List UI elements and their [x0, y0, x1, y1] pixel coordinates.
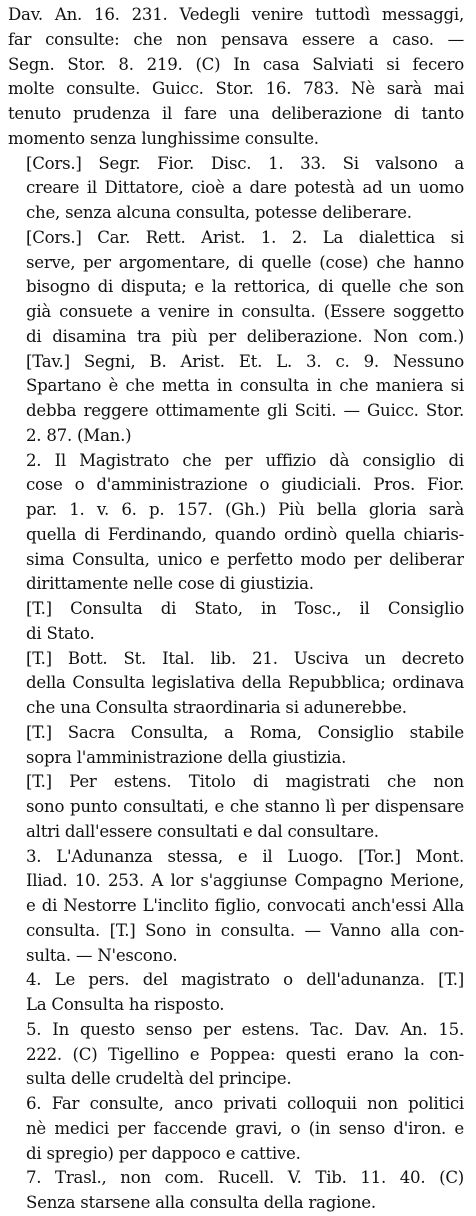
- text-line: sima Consulta, unico e perfetto modo per deliberar: [26, 549, 464, 569]
- text-line: 2. 87. (Man.): [26, 425, 132, 445]
- text-line: nè medici per faccende gravi, o (in senso d'iron. e: [26, 1118, 464, 1138]
- text-line: far consulte: che non pensava essere a caso. —: [8, 29, 464, 49]
- text-line: Spartano è che metta in consulta in che maniera si: [26, 376, 464, 396]
- text-line: creare il Dittatore, cioè a dare potestà ad un uomo: [26, 178, 464, 198]
- text-line: Senza starsene alla consulta della ragione.: [26, 1193, 376, 1212]
- entry-paragraph: [8, 597, 464, 647]
- text-line: par. 1. v. 6. p. 157. (Gh.) Più bella gloria sarà: [26, 500, 464, 519]
- text-line: 4. Le pers. del magistrato o dell'adunanza. [T.]: [26, 970, 464, 990]
- entry-paragraph: [8, 770, 464, 844]
- entry-paragraph: [8, 721, 464, 771]
- entry-paragraph: [8, 1092, 464, 1166]
- text-line: quella di Ferdinando, quando ordinò quella chiaris-: [26, 524, 464, 544]
- text-line: [T.] Consulta di Stato, in Tosc., il Consiglio: [26, 599, 464, 618]
- text-line: [Tav.] Segni, B. Arist. Et. L. 3. c. 9. Nessuno: [26, 351, 464, 371]
- text-line: 7. Trasl., non com. Rucell. V. Tib. 11. 40. (C): [26, 1168, 464, 1188]
- entry-paragraph: [8, 1166, 464, 1216]
- text-line: [T.] Bott. St. Ital. lib. 21. Usciva un decreto: [26, 648, 464, 668]
- text-line: [T.] Sacra Consulta, a Roma, Consiglio stabile: [26, 722, 464, 742]
- text-line: altri dall'essere consultati e dal consultare.: [26, 821, 379, 841]
- text-line: Dav. An. 16. 231. Vedegli venire tuttodì messaggi,: [8, 5, 464, 24]
- text-line: sulta delle crudeltà del principe.: [26, 1069, 292, 1089]
- text-line: di spregio) per dappoco e cattive.: [26, 1143, 301, 1163]
- text-line: tenuto prudenza il fare una deliberazione di tanto: [8, 104, 464, 123]
- text-line: della Consulta legislativa della Repubblica; ordinava: [26, 673, 464, 693]
- text-line: debba reggere ottimamente gli Sciti. — Guicc. Stor.: [26, 401, 464, 420]
- text-line: sono punto consultati, e che stanno lì per dispensare: [26, 797, 464, 816]
- text-line: di Stato.: [26, 623, 95, 643]
- text-line: serve, per argomentare, di quelle (cose) che hanno: [26, 252, 464, 272]
- text-line: 2. Il Magistrato che per uffizio dà consiglio di: [26, 450, 464, 470]
- entry-paragraph: [8, 449, 464, 598]
- text-line: di disamina tra più per deliberazione. Non com.): [26, 326, 464, 346]
- text-line: Iliad. 10. 253. A lor s'aggiunse Compagno Merione,: [26, 871, 464, 891]
- text-line: 3. L'Adunanza stessa, e il Luogo. [Tor.] Mont.: [26, 846, 464, 866]
- text-line: 6. Far consulte, anco privati colloquii non politici: [26, 1094, 464, 1113]
- entry-paragraph: [8, 226, 464, 449]
- text-line: [T.] Per estens. Titolo di magistrati che non: [26, 772, 464, 792]
- text-line: sulta. — N'escono.: [26, 945, 178, 965]
- entry-paragraph: [8, 845, 464, 969]
- text-line: bisogno di disputa; e la rettorica, di quelle che son: [26, 277, 464, 297]
- entry-paragraph: [8, 3, 464, 152]
- text-line: e di Nestorre L'inclito figlio, convocati anch'essi Alla: [26, 896, 464, 915]
- text-line: momento senza lunghissime consulte.: [8, 128, 319, 148]
- text-line: consulta. [T.] Sono in consulta. — Vanno alla con-: [26, 920, 464, 940]
- text-line: [Cors.] Segr. Fior. Disc. 1. 33. Si valsono a: [26, 153, 464, 173]
- entry-paragraph: [8, 647, 464, 721]
- entry-paragraph: [8, 152, 464, 226]
- text-line: sopra l'amministrazione della giustizia.: [26, 747, 347, 767]
- text-line: che una Consulta straordinaria si adunerebbe.: [26, 698, 407, 717]
- text-line: dirittamente nelle cose di giustizia.: [26, 574, 314, 594]
- text-line: [Cors.] Car. Rett. Arist. 1. 2. La dialettica si: [26, 227, 464, 247]
- text-line: 5. In questo senso per estens. Tac. Dav. An. 15.: [26, 1019, 464, 1039]
- entry-paragraph: [8, 1018, 464, 1092]
- text-line: La Consulta ha risposto.: [26, 995, 225, 1014]
- text-line: già consuete a venire in consulta. (Essere soggetto: [26, 302, 464, 321]
- text-line: molte consulte. Guicc. Stor. 16. 783. Nè sarà mai: [8, 79, 464, 99]
- text-line: Segn. Stor. 8. 219. (C) In casa Salviati si fecero: [8, 54, 464, 74]
- text-line: che, senza alcuna consulta, potesse deliberare.: [26, 203, 412, 222]
- text-line: cose o d'amministrazione o giudiciali. Pros. Fior.: [26, 475, 464, 495]
- text-line: 222. (C) Tigellino e Poppea: questi erano la con-: [26, 1044, 464, 1064]
- entry-paragraph: [8, 968, 464, 1018]
